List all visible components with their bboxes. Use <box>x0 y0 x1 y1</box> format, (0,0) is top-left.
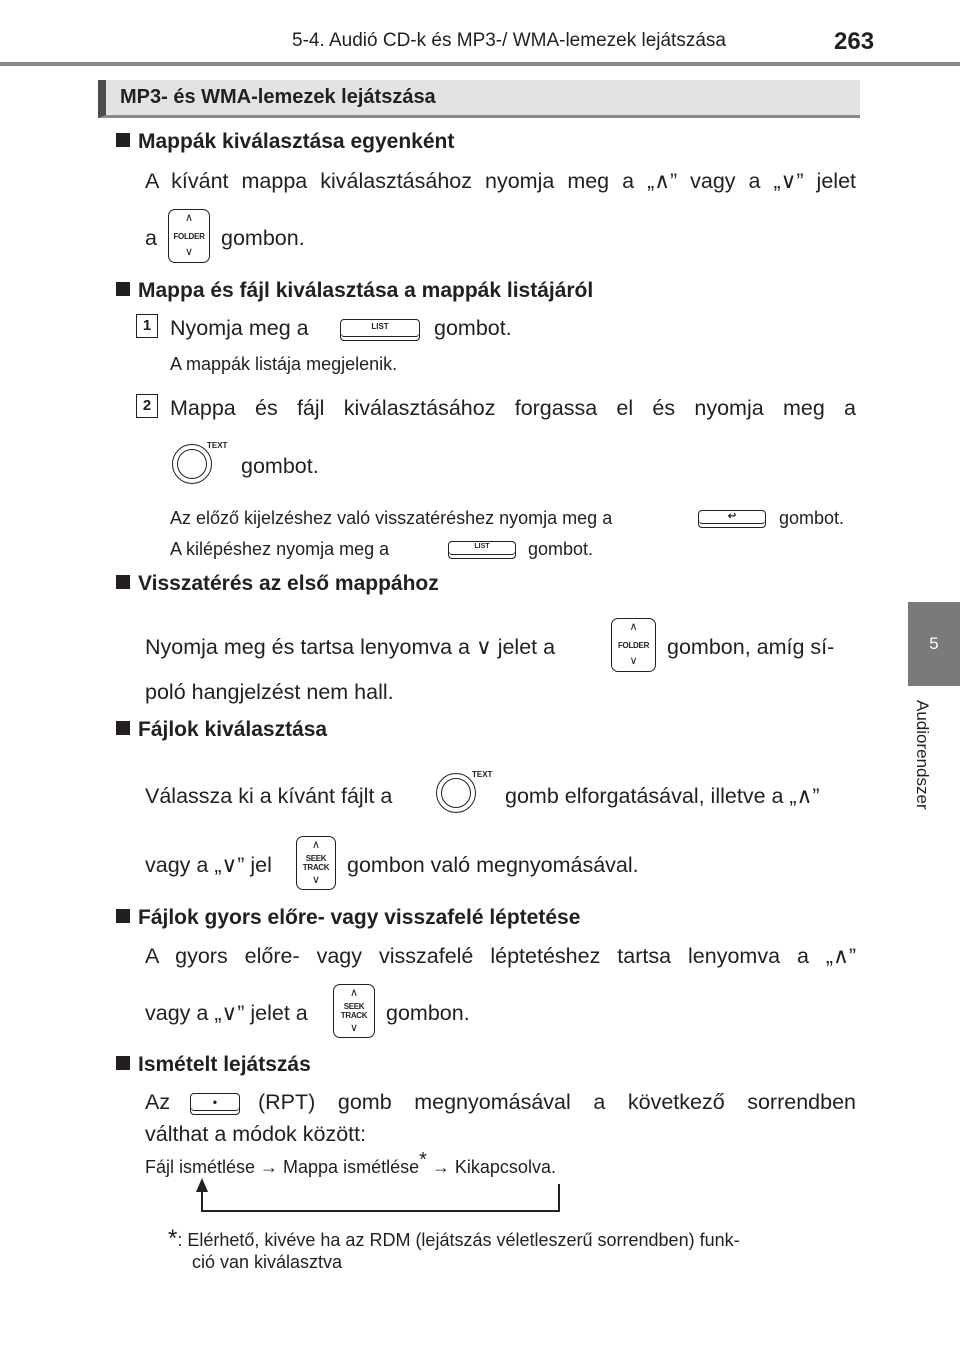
note-text: gombot. <box>779 508 845 528</box>
header-rule <box>0 62 960 66</box>
paragraph-line: A kívánt mappa kiválasztásához nyomja meg a „∧” vagy a „∨” jelet <box>145 169 856 193</box>
arrow-up-icon <box>196 1178 208 1192</box>
paragraph-line: vagy a „∨” jelet a <box>145 1001 308 1025</box>
heading-repeat: Ismételt lejátszás <box>116 1053 311 1077</box>
note-text: Az előző kijelzéshez való visszatéréshez nyomja meg a <box>170 508 613 528</box>
heading-list-select: Mappa és fájl kiválasztása a mappák listájáról <box>116 279 593 303</box>
section-title-bar <box>98 80 860 118</box>
paragraph-line: gombon való megnyomásával. <box>347 853 639 877</box>
paragraph-line: Nyomja meg és tartsa lenyomva a ∨ jelet a <box>145 635 556 659</box>
knob-label: TEXT <box>472 770 493 779</box>
paragraph-line: gombot. <box>434 316 512 340</box>
bullet-square-icon <box>116 1056 130 1070</box>
paragraph-line: vagy a „∨” jel <box>145 853 272 877</box>
note-text: A mappák listája megjelenik. <box>170 354 398 374</box>
paragraph-line: (RPT) gomb megnyomásával a következő sorrendben <box>258 1090 856 1114</box>
paragraph-line: Nyomja meg a <box>170 316 309 340</box>
text-knob-icon <box>436 773 476 813</box>
page-number: 263 <box>834 28 875 55</box>
heading-folder-select: Mappák kiválasztása egyenként <box>116 130 454 154</box>
bullet-square-icon <box>116 909 130 923</box>
step-number: 1 <box>136 314 158 338</box>
step-number: 2 <box>136 394 158 418</box>
back-button-icon: ↩ <box>698 510 766 528</box>
paragraph-line: a <box>145 226 157 250</box>
paragraph-line: gombon, amíg sí- <box>667 635 835 659</box>
list-button-icon: LIST <box>448 541 516 559</box>
seek-track-button-icon: ∧ SEEK TRACK ∨ <box>333 984 375 1038</box>
paragraph-line: gombon. <box>221 226 305 250</box>
bullet-square-icon <box>116 133 130 147</box>
footnote-line: *: Elérhető, kivéve ha az RDM (lejátszás véletleszerű sorrendben) funk- <box>168 1225 740 1252</box>
heading-first-folder: Visszatérés az első mappához <box>116 572 439 596</box>
loop-arrow-line <box>201 1190 203 1212</box>
seek-track-button-icon: ∧ SEEK TRACK ∨ <box>296 836 336 890</box>
footnote-line: ció van kiválasztva <box>192 1252 343 1272</box>
header-title: 5-4. Audió CD-k és MP3-/ WMA-lemezek lejátszása <box>292 30 726 51</box>
loop-arrow-line <box>201 1210 560 1212</box>
paragraph-line: gombot. <box>241 454 319 478</box>
heading-file-select: Fájlok kiválasztása <box>116 718 327 742</box>
paragraph-line: Az <box>145 1090 171 1114</box>
paragraph-line: poló hangjelzést nem hall. <box>145 680 394 704</box>
rpt-button-icon: • <box>190 1093 240 1115</box>
paragraph-line: válthat a módok között: <box>145 1122 367 1146</box>
knob-label: TEXT <box>207 441 228 450</box>
folder-button-icon: ∧ FOLDER ∨ <box>611 618 656 672</box>
chapter-tab[interactable]: 5 <box>908 602 960 686</box>
bullet-square-icon <box>116 282 130 296</box>
note-text: A kilépéshez nyomja meg a <box>170 539 390 559</box>
bullet-square-icon <box>116 721 130 735</box>
list-button-icon: LIST <box>340 319 420 341</box>
chapter-label: Audiorendszer <box>913 700 932 810</box>
loop-arrow-line <box>558 1184 560 1212</box>
paragraph-line: gombon. <box>386 1001 470 1025</box>
paragraph-line: Válassza ki a kívánt fájlt a <box>145 784 393 808</box>
folder-button-icon: ∧ FOLDER ∨ <box>168 209 210 263</box>
bullet-square-icon <box>116 575 130 589</box>
section-title: MP3- és WMA-lemezek lejátszása <box>120 86 436 108</box>
paragraph-line: Mappa és fájl kiválasztásához forgassa el és nyomja meg a <box>170 396 856 420</box>
text-knob-icon <box>172 444 212 484</box>
paragraph-line: gomb elforgatásával, illetve a „∧” <box>505 784 820 808</box>
paragraph-line: A gyors előre- vagy visszafelé léptetéshez tartsa lenyomva a „∧” <box>145 944 856 968</box>
note-text: gombot. <box>528 539 594 559</box>
repeat-sequence: Fájl ismétlése → Mappa ismétlése* → Kikapcsolva. <box>145 1149 556 1177</box>
heading-fast-forward: Fájlok gyors előre- vagy visszafelé léptetése <box>116 906 580 930</box>
